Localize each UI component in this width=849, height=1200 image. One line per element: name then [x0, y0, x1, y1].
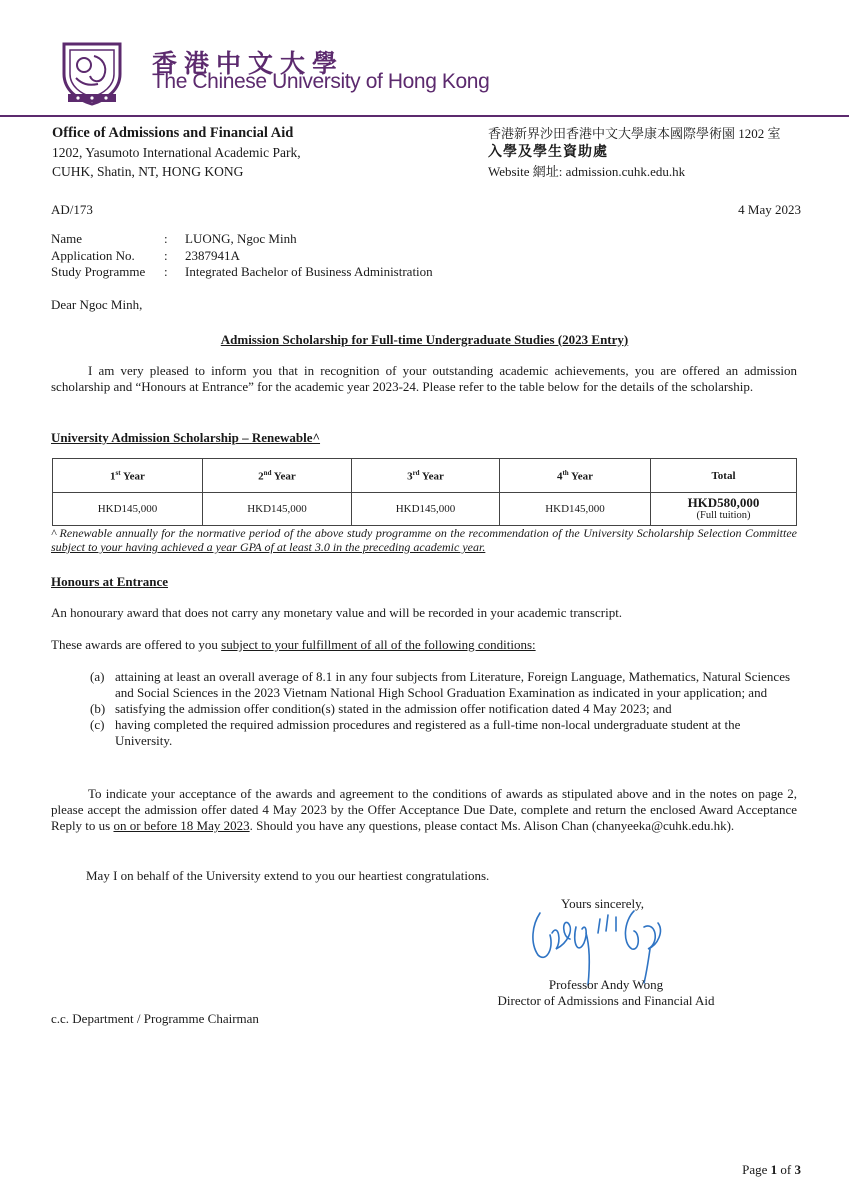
table-header-row	[53, 459, 797, 493]
table-cell: HKD145,000	[352, 493, 500, 526]
list-text: attaining at least an overall average of 8.1 in any four subjects from Literature, Foreign Language, Mathematics, Natural Sciences and Social Sciences in the 2023 Vietnam National High School Graduation Examination as indicated in your application; and	[115, 669, 791, 700]
table-header: 3rd Year	[352, 459, 500, 493]
table-header-total: Total	[651, 459, 797, 493]
office-address-english	[52, 124, 301, 181]
info-value: LUONG, Ngoc Minh	[185, 231, 297, 246]
table-cell-total	[651, 493, 797, 526]
conditions-intro-text: These awards are offered to you	[51, 637, 222, 652]
list-item	[90, 669, 796, 701]
list-marker: (a)	[90, 669, 105, 684]
scholarship-table	[52, 458, 797, 526]
info-value: Integrated Bachelor of Business Administration	[185, 264, 433, 279]
website-label: Website 網址:	[488, 164, 563, 179]
table-cell: HKD145,000	[53, 493, 203, 526]
info-label: Name	[51, 231, 83, 246]
salutation: Dear Ngoc Minh,	[51, 297, 143, 312]
website-line	[488, 162, 781, 181]
applicant-info	[51, 231, 433, 281]
info-row-name	[51, 231, 433, 248]
letter-date: 4 May 2023	[738, 202, 801, 217]
university-name-english: The Chinese University of Hong Kong	[152, 70, 490, 93]
acceptance-deadline: on or before 18 May 2023	[113, 818, 250, 833]
letter-subject: Admission Scholarship for Full-time Undergraduate Studies (2023 Entry)	[220, 332, 629, 347]
scholarship-note	[51, 526, 797, 554]
table-header: 4th Year	[500, 459, 651, 493]
conditions-list	[90, 669, 796, 749]
closing: Yours sincerely,	[561, 896, 645, 911]
list-marker: (c)	[90, 717, 105, 732]
office-name-chinese: 入學及學生資助處	[488, 145, 608, 160]
scholarship-title: University Admission Scholarship – Renewable^	[51, 430, 321, 445]
honours-text: An honourary award that does not carry any monetary value and will be recorded in your academic transcript.	[51, 605, 623, 620]
list-text: having completed the required admission procedures and registered as a full-time non-local undergraduate student at the University.	[115, 717, 741, 748]
page-number	[742, 1162, 801, 1178]
header-divider	[0, 115, 849, 117]
table-cell: HKD145,000	[203, 493, 352, 526]
honours-title: Honours at Entrance	[51, 574, 168, 589]
office-address-chinese	[488, 124, 781, 181]
address-chinese: 香港新界沙田香港中文大學康本國際學術園 1202 室	[488, 126, 781, 141]
acceptance-paragraph	[51, 786, 797, 834]
total-amount: HKD580,000	[687, 495, 760, 510]
acceptance-text: To indicate your acceptance of the awards and agreement to the conditions of awards as stipulated above and in the notes on page 2, please accept the admission offer dated 4 May 2023 by the Offer Acceptance Due Date, complete and return the enclosed Award Acceptance Reply to us	[51, 786, 797, 833]
page-current: 1	[770, 1162, 778, 1177]
info-colon: :	[164, 264, 168, 279]
note-text: ^ Renewable annually for the normative period of the above study programme on the recommendation of the University Scholarship Selection Committee	[51, 526, 797, 540]
university-name-chinese: 香港中文大學	[152, 49, 345, 78]
info-label: Application No.	[51, 247, 135, 263]
conditions-intro	[51, 637, 797, 653]
conditions-intro-underlined: subject to your fulfillment of all of the following conditions:	[221, 637, 536, 652]
university-logo	[58, 38, 126, 106]
website-link[interactable]: admission.cuhk.edu.hk	[565, 164, 686, 179]
list-item	[90, 717, 796, 749]
table-header: 2nd Year	[203, 459, 352, 493]
info-colon: :	[164, 231, 168, 246]
info-value: 2387941A	[185, 247, 240, 263]
table-cell: HKD145,000	[500, 493, 651, 526]
info-row-application	[51, 248, 433, 265]
carbon-copy: c.c. Department / Programme Chairman	[51, 1011, 259, 1026]
page-of: of	[780, 1162, 792, 1177]
list-text: satisfying the admission offer condition(s) stated in the admission offer notification dated 4 May 2023; and	[115, 701, 672, 716]
note-condition: subject to your having achieved a year GPA of at least 3.0 in the preceding academic year.	[51, 540, 486, 554]
info-label: Study Programme	[51, 264, 146, 279]
table-row	[53, 493, 797, 526]
info-row-programme	[51, 264, 433, 281]
congratulations: May I on behalf of the University extend to you our heartiest congratulations.	[86, 868, 490, 883]
address-line-1: 1202, Yasumoto International Academic Park,	[52, 145, 301, 160]
signer-name: Professor Andy Wong	[548, 977, 664, 992]
page-total: 3	[794, 1162, 801, 1177]
address-line-2: CUHK, Shatin, NT, HONG KONG	[52, 164, 244, 179]
table-header: 1st Year	[53, 459, 203, 493]
signer-title: Director of Admissions and Financial Aid	[497, 993, 715, 1008]
signer-block	[486, 977, 726, 1009]
info-colon: :	[164, 247, 168, 263]
intro-paragraph: I am very pleased to inform you that in recognition of your outstanding academic achievements, you are offered an admission scholarship and “Honours at Entrance” for the academic year 2023-24. Please refer to the table below for the details of the scholarship.	[51, 363, 797, 394]
page-label: Page	[742, 1162, 768, 1177]
total-note: (Full tuition)	[696, 510, 751, 521]
list-marker: (b)	[90, 701, 106, 716]
acceptance-contact: . Should you have any questions, please contact Ms. Alison Chan (chanyeeka@cuhk.edu.hk).	[249, 818, 735, 833]
office-name-english: Office of Admissions and Financial Aid	[52, 125, 294, 141]
reference-number: AD/173	[51, 202, 93, 217]
list-item	[90, 701, 796, 717]
